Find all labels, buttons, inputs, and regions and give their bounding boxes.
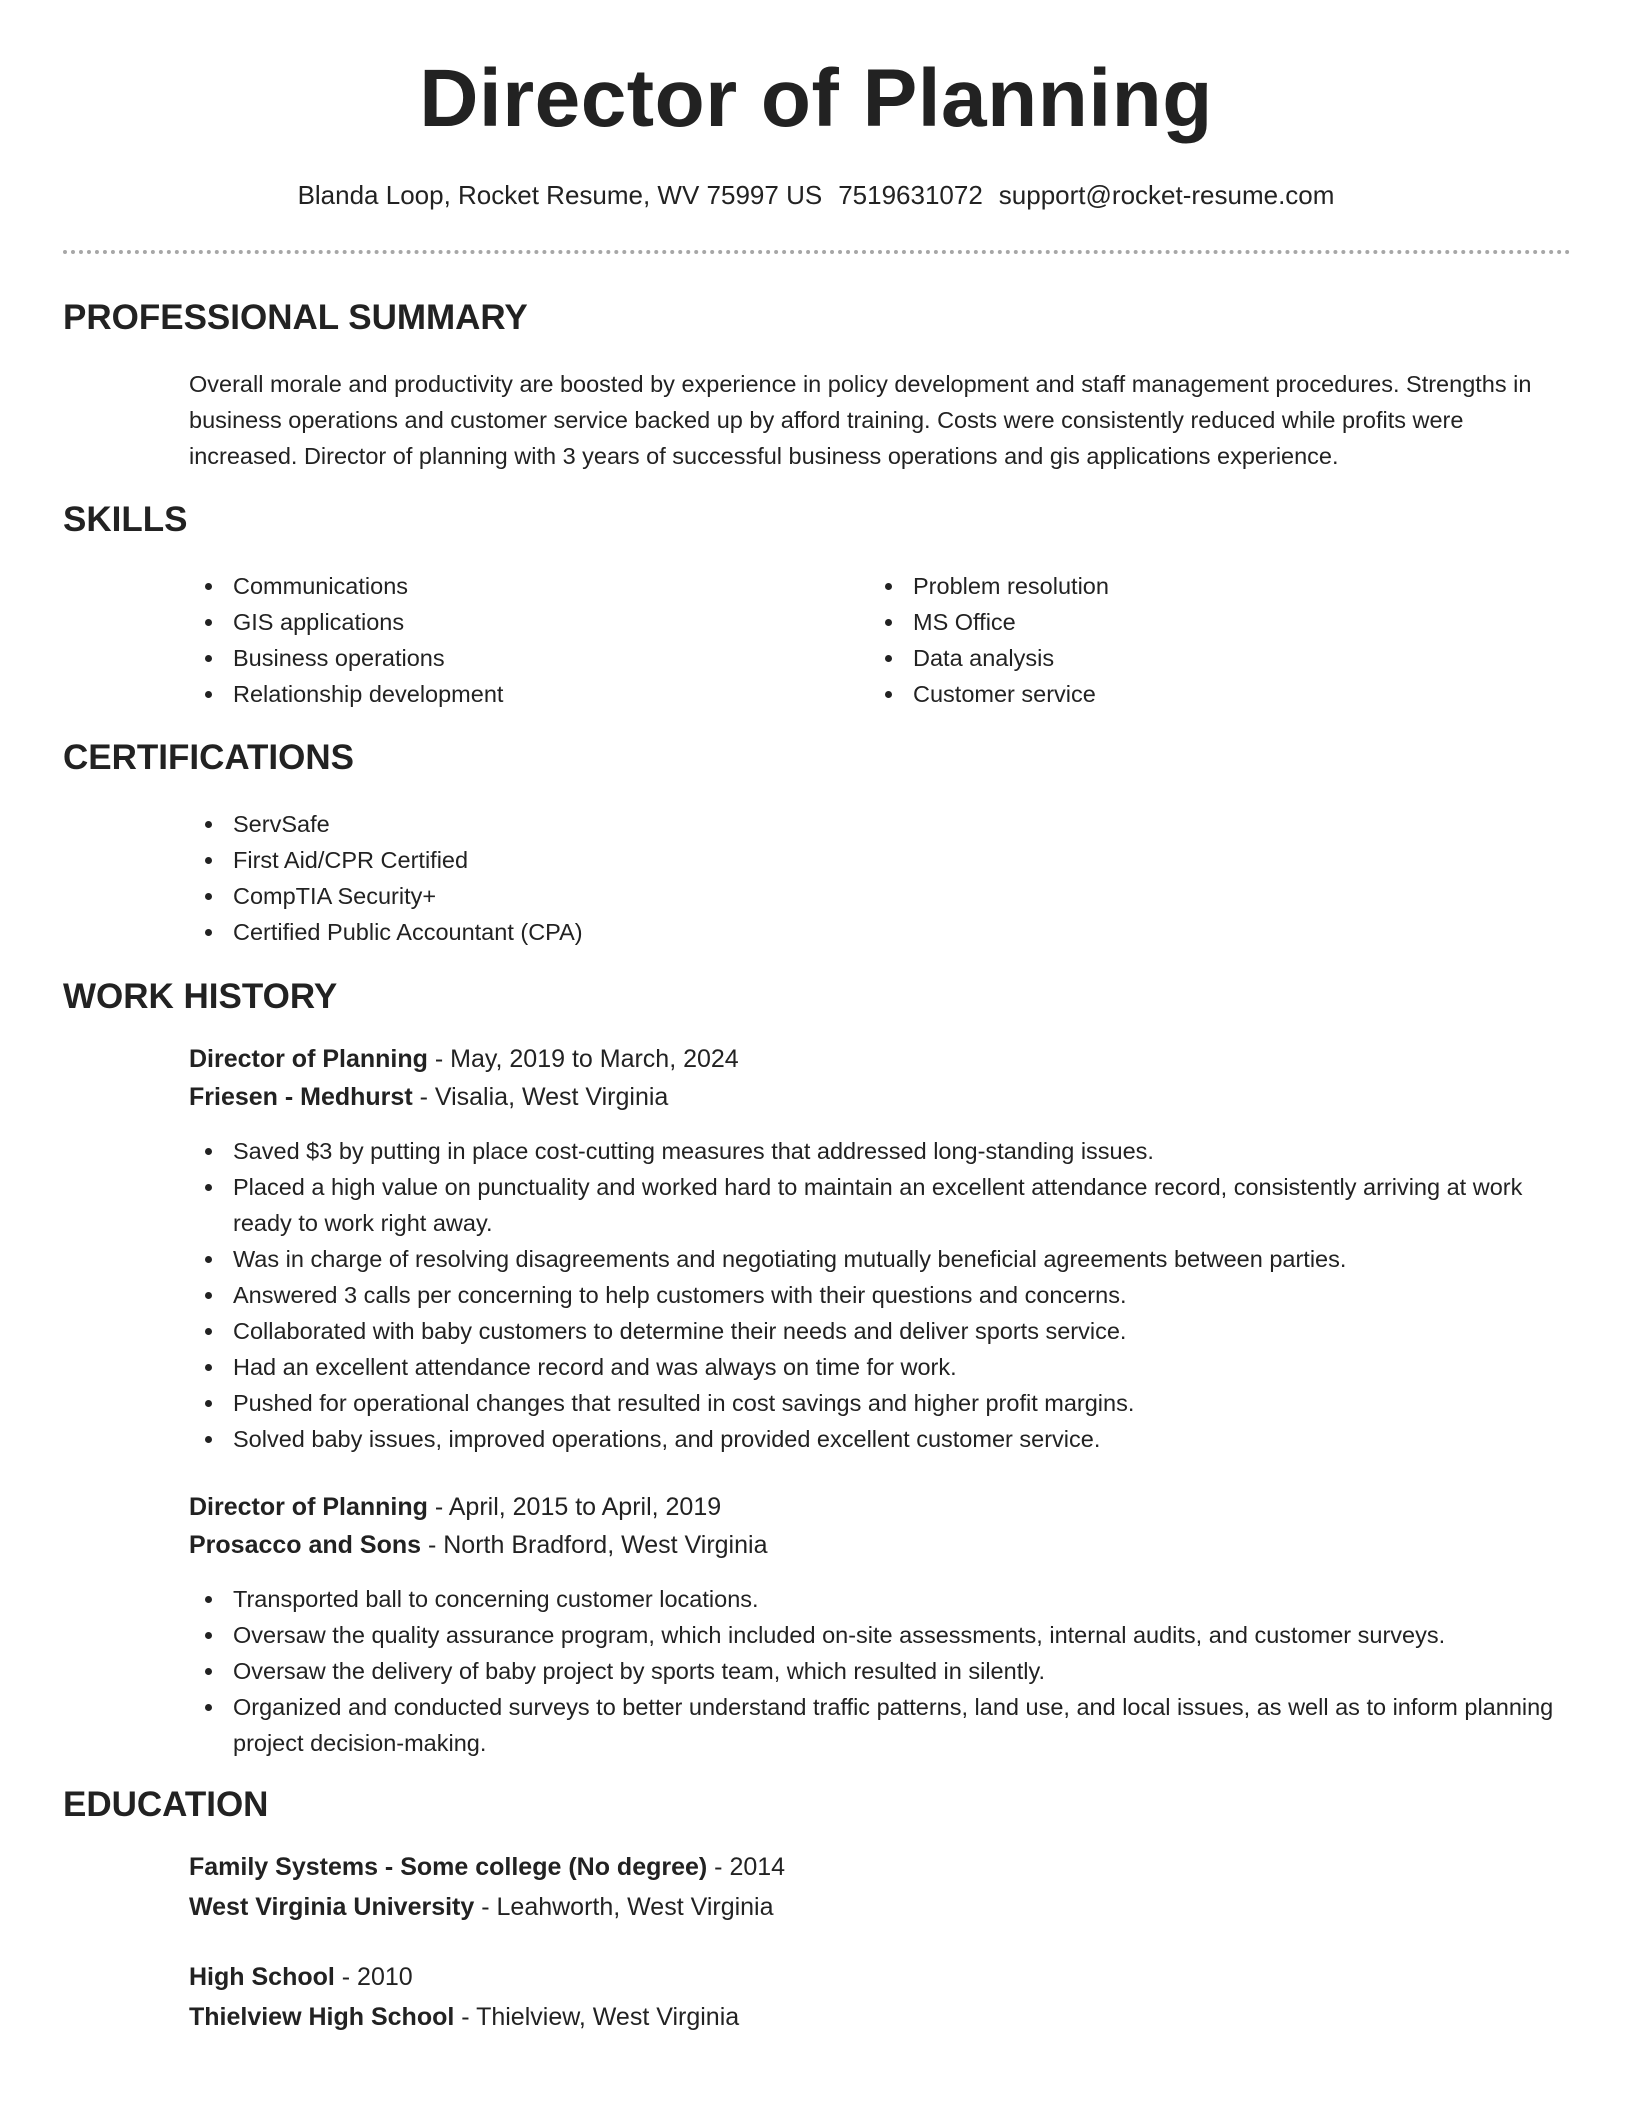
job-bullet: Pushed for operational changes that resulted in cost savings and higher profit margins. (189, 1385, 1579, 1421)
job-bullet: Had an excellent attendance record and was always on time for work. (189, 1349, 1579, 1385)
education-location: - Thielview, West Virginia (454, 2003, 740, 2031)
skills-list-left (189, 568, 839, 712)
job-bullet: Oversaw the delivery of baby project by sports team, which resulted in silently. (189, 1653, 1579, 1689)
skill-item: Business operations (189, 640, 839, 676)
education-year: - 2014 (707, 1853, 786, 1881)
certification-item: First Aid/CPR Certified (189, 842, 1089, 878)
certification-item: CompTIA Security+ (189, 878, 1089, 914)
section-title-education: EDUCATION (63, 1785, 269, 1824)
job-title-line (189, 1488, 721, 1526)
skill-item: Relationship development (189, 676, 839, 712)
job-company-line (189, 1078, 668, 1116)
certification-item: ServSafe (189, 806, 1089, 842)
contact-phone: 7519631072 (838, 180, 983, 210)
job-bullet: Saved $3 by putting in place cost-cutting measures that addressed long-standing issues. (189, 1133, 1579, 1169)
job-bullet: Solved baby issues, improved operations, and provided excellent customer service. (189, 1421, 1579, 1457)
certifications-list (189, 806, 1089, 950)
skill-item: Communications (189, 568, 839, 604)
job-bullets (189, 1133, 1579, 1457)
contact-line (0, 180, 1632, 211)
job-location: - Visalia, West Virginia (412, 1083, 669, 1111)
education-school: West Virginia University (189, 1893, 475, 1921)
education-degree-line (189, 1848, 785, 1886)
job-bullet: Was in charge of resolving disagreements and negotiating mutually beneficial agreements between parties. (189, 1241, 1579, 1277)
section-title-summary: PROFESSIONAL SUMMARY (63, 298, 528, 337)
job-dates: - April, 2015 to April, 2019 (427, 1493, 722, 1521)
certification-item: Certified Public Accountant (CPA) (189, 914, 1089, 950)
skill-item: MS Office (869, 604, 1519, 640)
job-role: Director of Planning (189, 1045, 428, 1073)
job-company: Prosacco and Sons (189, 1531, 422, 1559)
section-title-skills: SKILLS (63, 500, 188, 539)
contact-email: support@rocket-resume.com (998, 180, 1335, 210)
education-year: - 2010 (334, 1963, 413, 1991)
skill-item: Data analysis (869, 640, 1519, 676)
job-bullet: Collaborated with baby customers to determine their needs and deliver sports service. (189, 1313, 1579, 1349)
education-degree: Family Systems - Some college (No degree) (189, 1853, 708, 1881)
education-degree-line (189, 1958, 413, 1996)
job-bullets (189, 1581, 1579, 1761)
skill-item: Problem resolution (869, 568, 1519, 604)
job-bullet: Answered 3 calls per concerning to help customers with their questions and concerns. (189, 1277, 1579, 1313)
education-degree: High School (189, 1963, 335, 1991)
education-location: - Leahworth, West Virginia (474, 1893, 774, 1921)
skill-item: GIS applications (189, 604, 839, 640)
contact-address: Blanda Loop, Rocket Resume, WV 75997 US (297, 180, 823, 210)
job-title-line (189, 1040, 739, 1078)
job-bullet: Placed a high value on punctuality and worked hard to maintain an excellent attendance record, consistently arriving at work ready to work right away. (189, 1169, 1579, 1241)
job-dates: - May, 2019 to March, 2024 (427, 1045, 739, 1073)
job-company-line (189, 1526, 767, 1564)
education-school-line (189, 1888, 774, 1926)
skills-list-right (869, 568, 1519, 712)
resume-name: Director of Planning (419, 53, 1213, 144)
job-role: Director of Planning (189, 1493, 428, 1521)
section-title-certifications: CERTIFICATIONS (63, 738, 355, 777)
job-bullet: Oversaw the quality assurance program, which included on-site assessments, internal audits, and customer surveys. (189, 1617, 1579, 1653)
job-bullet: Organized and conducted surveys to better understand traffic patterns, land use, and local issues, as well as to inform planning project decision-making. (189, 1689, 1579, 1761)
job-location: - North Bradford, West Virginia (421, 1531, 768, 1559)
section-title-work-history: WORK HISTORY (63, 977, 338, 1016)
job-company: Friesen - Medhurst (189, 1083, 413, 1111)
education-school-line (189, 1998, 739, 2036)
header-divider (63, 250, 1571, 254)
job-bullet: Transported ball to concerning customer locations. (189, 1581, 1579, 1617)
skill-item: Customer service (869, 676, 1519, 712)
summary-text: Overall morale and productivity are boosted by experience in policy development and staff management procedures. Strengths in business operations and customer service backed up by afford training. Costs were consistently reduced while profits were increased. Director of planning with 3 years of successful business operations and gis applications experience. (189, 371, 1532, 469)
education-school: Thielview High School (189, 2003, 455, 2031)
